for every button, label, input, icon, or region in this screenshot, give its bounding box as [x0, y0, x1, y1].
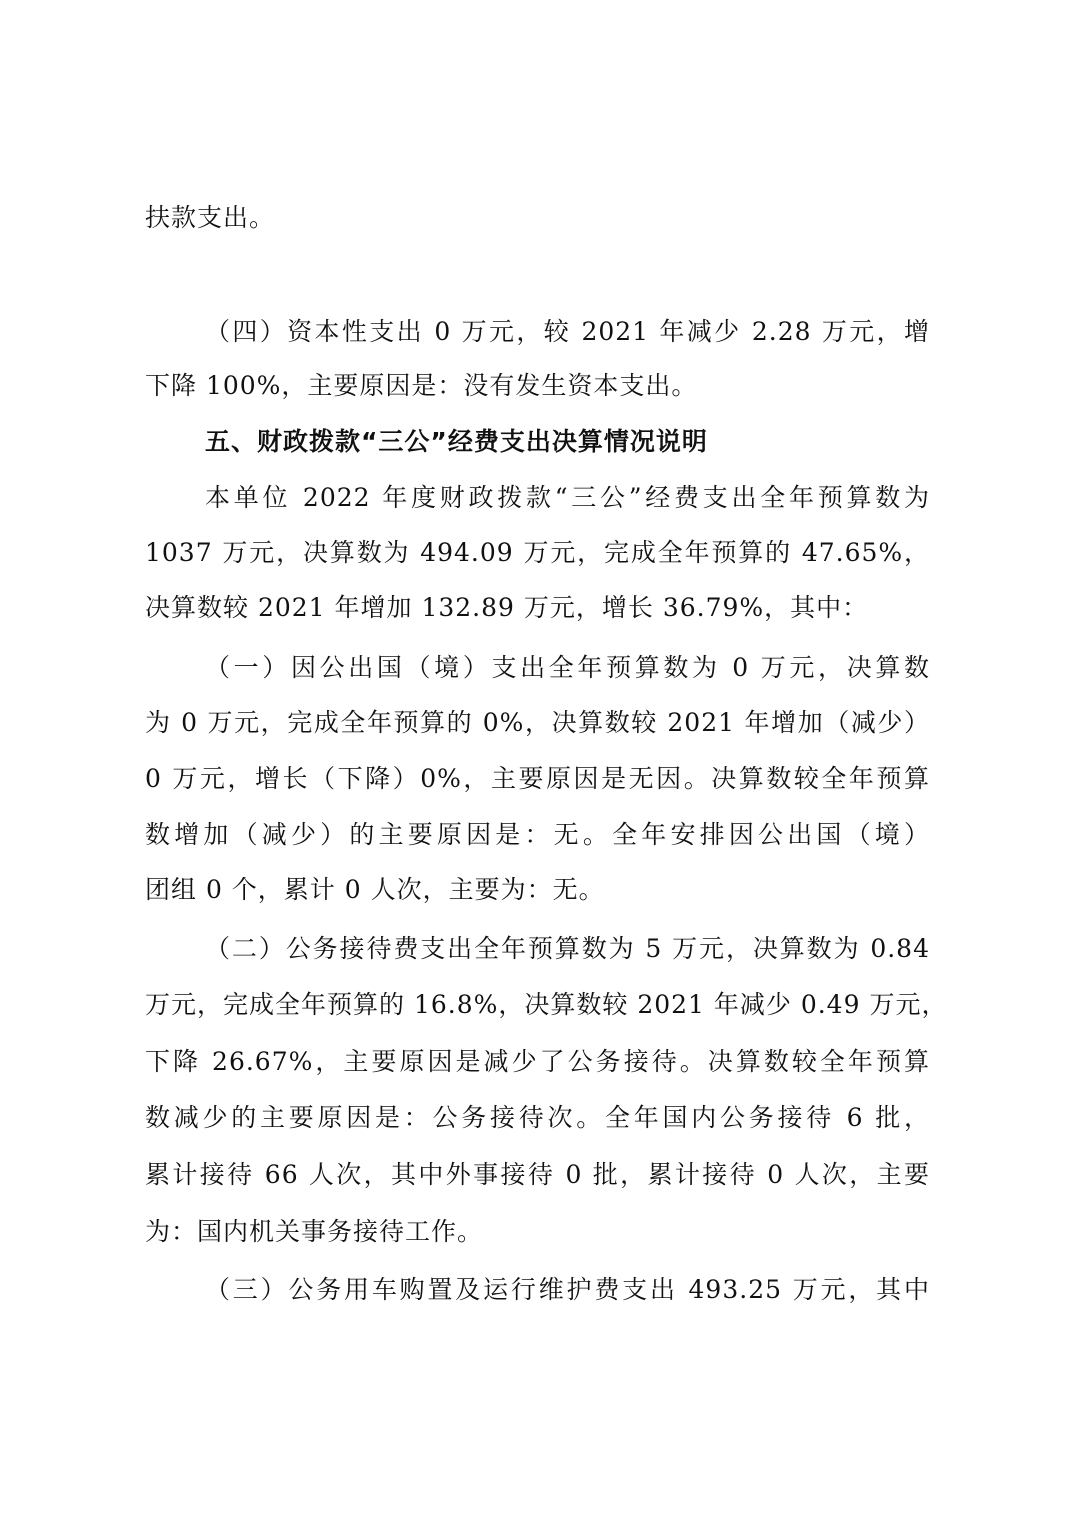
- text-line: 为：国内机关事务接待工作。: [145, 1217, 484, 1246]
- text-line: 为 0 万元，完成全年预算的 0%，决算数较 2021 年增加（减少）: [145, 708, 930, 737]
- text-line: （四）资本性支出 0 万元，较 2021 年减少 2.28 万元，增: [205, 317, 930, 346]
- text-line: （一）因公出国（境）支出全年预算数为 0 万元，决算数: [205, 653, 930, 682]
- text-line: 1037 万元，决算数为 494.09 万元，完成全年预算的 47.65%，: [145, 538, 930, 567]
- text-line: （三）公务用车购置及运行维护费支出 493.25 万元，其中: [205, 1275, 930, 1304]
- text-line: 下降 26.67%，主要原因是减少了公务接待。决算数较全年预算: [145, 1047, 930, 1076]
- text-line: 数减少的主要原因是：公务接待次。全年国内公务接待 6 批，: [145, 1103, 930, 1132]
- text-line: 累计接待 66 人次，其中外事接待 0 批，累计接待 0 人次，主要: [145, 1160, 930, 1189]
- text-line: 下降 100%，主要原因是：没有发生资本支出。: [145, 371, 698, 400]
- text-line: 扶款支出。: [145, 203, 276, 232]
- section-heading: 五、财政拨款“三公”经费支出决算情况说明: [205, 427, 708, 456]
- text-line: 本单位 2022 年度财政拨款“三公”经费支出全年预算数为: [205, 483, 930, 512]
- text-line: 数增加（减少）的主要原因是：无。全年安排因公出国（境）: [145, 820, 930, 849]
- text-line: 万元，完成全年预算的 16.8%，决算数较 2021 年减少 0.49 万元，: [145, 990, 948, 1019]
- text-line: 决算数较 2021 年增加 132.89 万元，增长 36.79%，其中：: [145, 593, 869, 622]
- text-line: 团组 0 个，累计 0 人次，主要为：无。: [145, 875, 605, 904]
- text-line: （二）公务接待费支出全年预算数为 5 万元，决算数为 0.84: [205, 934, 930, 963]
- text-line: 0 万元，增长（下降）0%，主要原因是无因。决算数较全年预算: [145, 764, 930, 793]
